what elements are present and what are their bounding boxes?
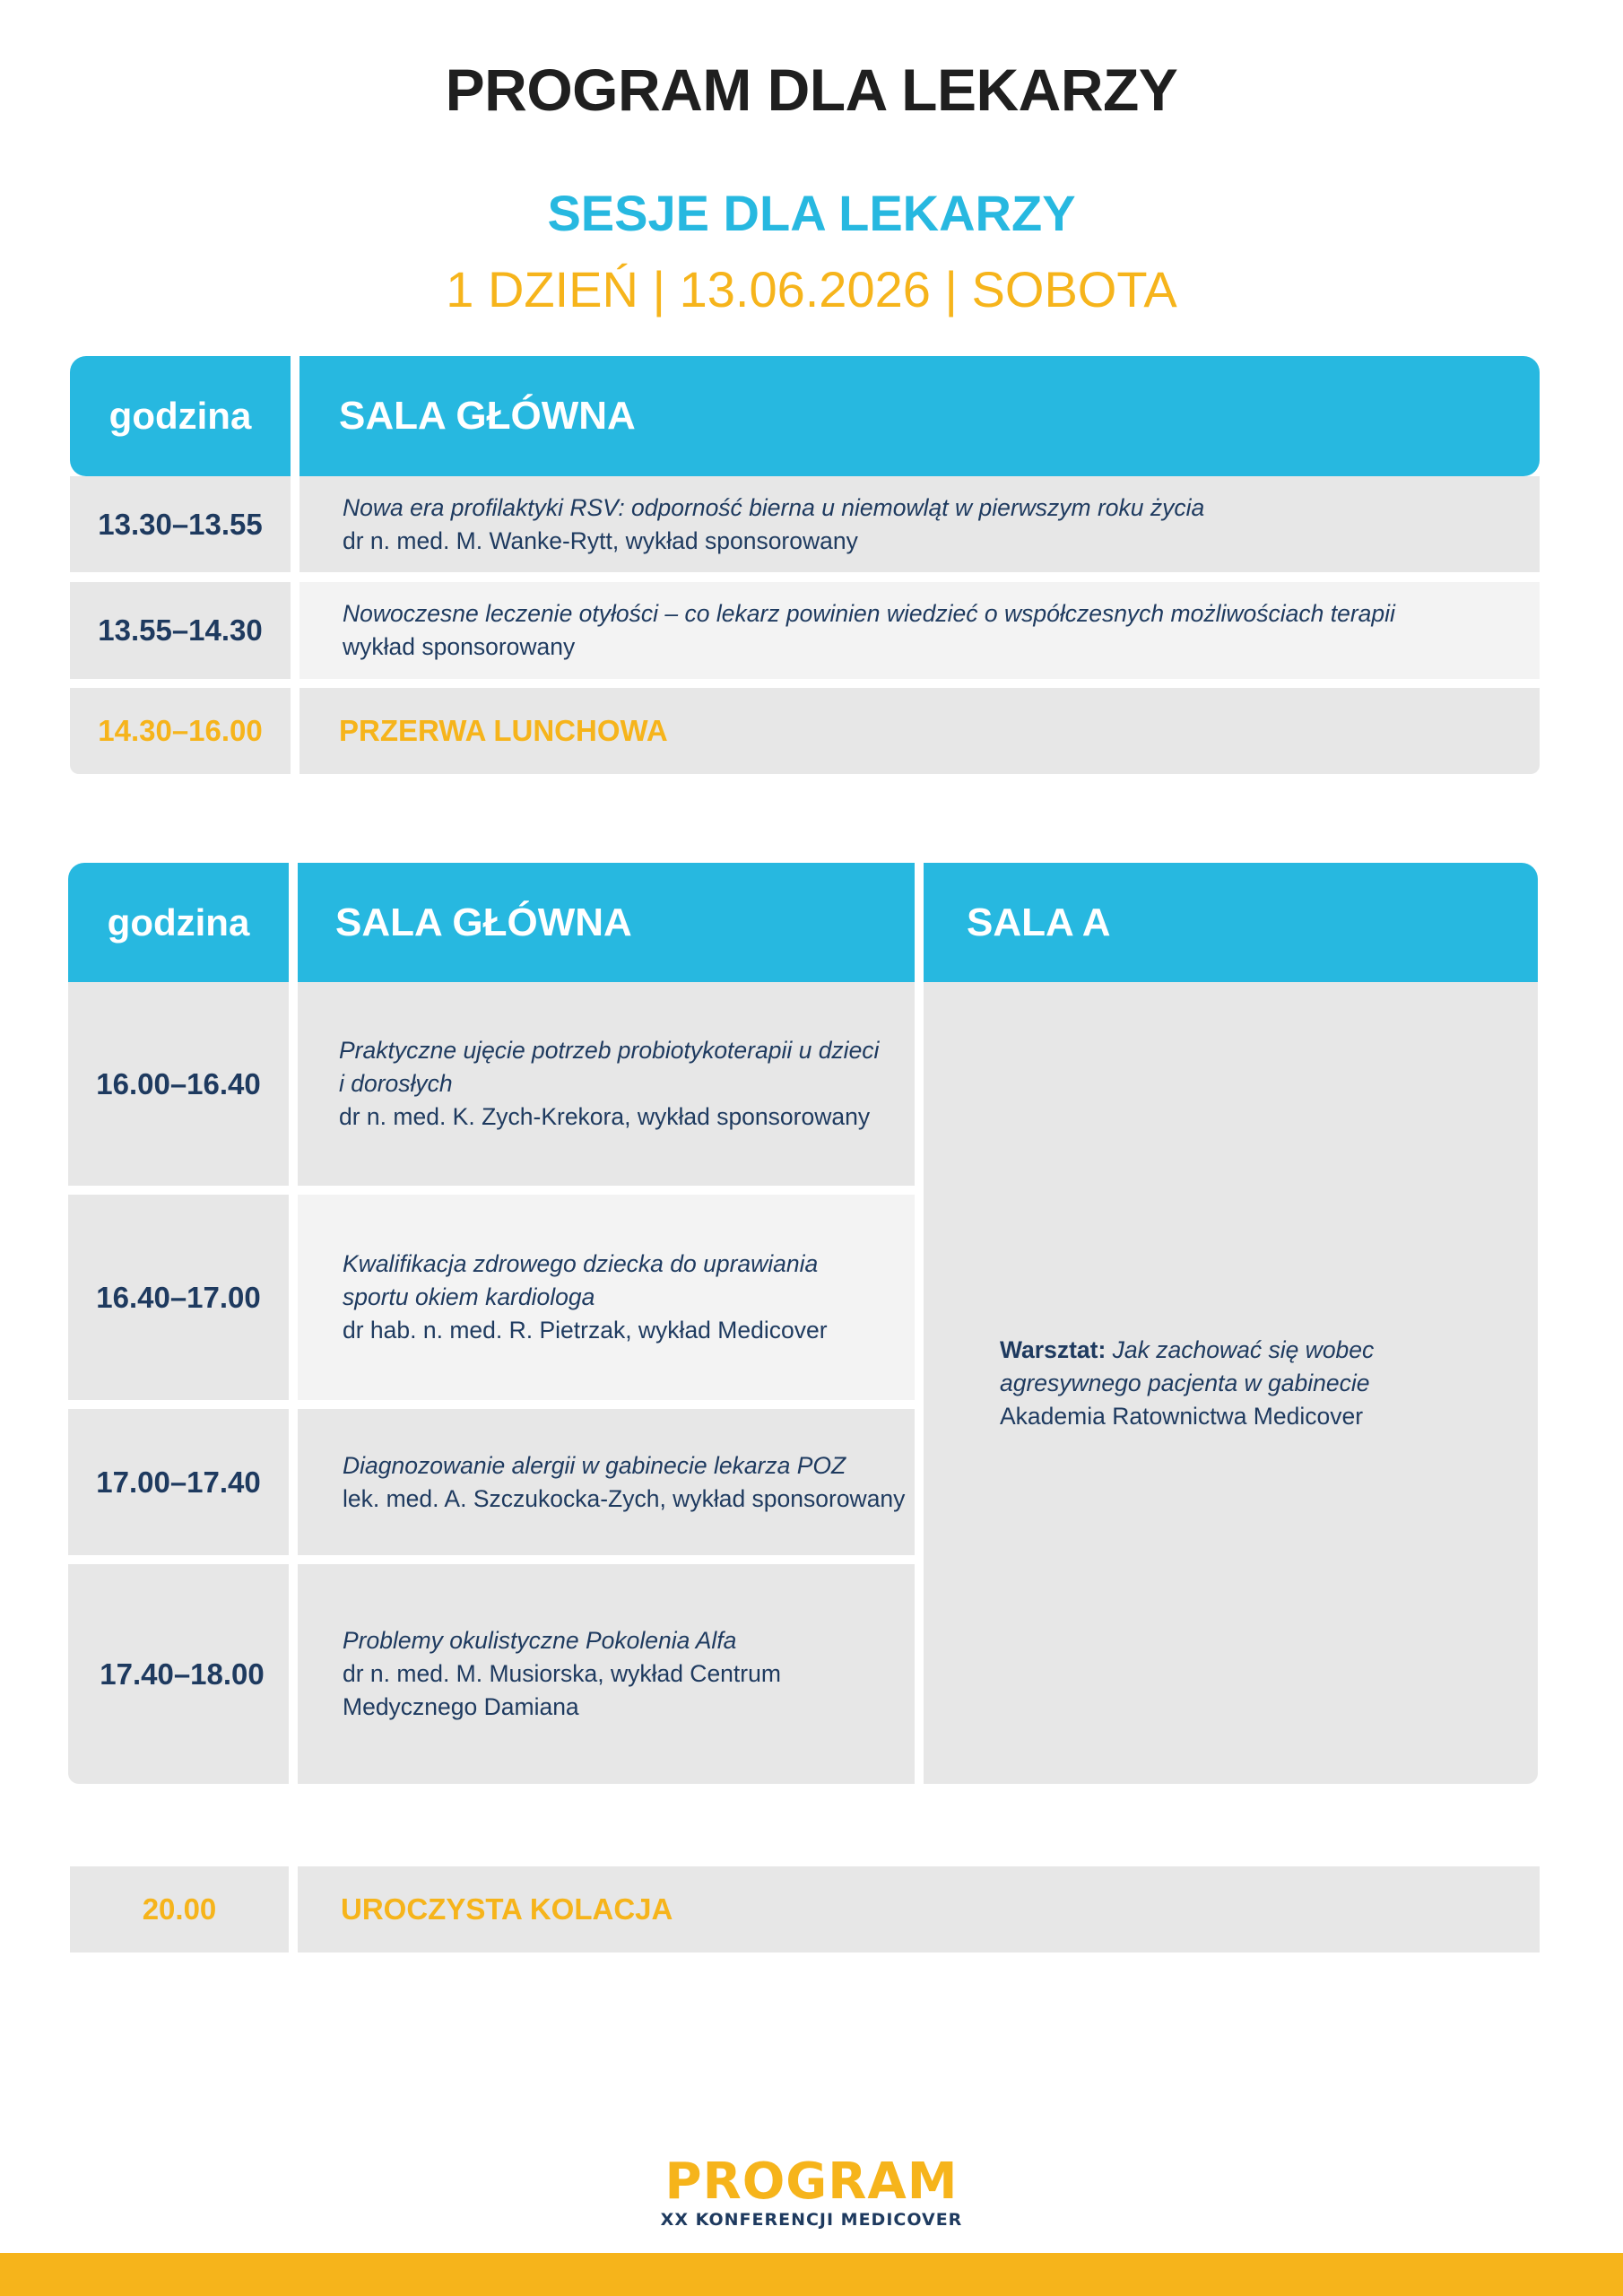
table1-row1-time: 13.30–13.55 [70,476,291,572]
talk-speaker: dr n. med. M. Musiorska, wykład Centrum [343,1660,781,1687]
talk-title-line: Diagnozowanie alergii w gabinecie lekarza POZ [343,1451,846,1479]
table1-row2-desc [299,582,1540,679]
table2-header-time-label: godzina [107,900,250,944]
talk-speaker: wykład sponsorowany [343,633,576,660]
talk-title: Nowoczesne leczenie otyłości – co lekarz powinien wiedzieć o współczesnych możliwościach terapii [343,600,1395,627]
table2-row1-time: 16.00–16.40 [68,982,289,1186]
talk-title-line: Kwalifikacja zdrowego dziecka do uprawiania [343,1250,819,1277]
footer-logo-program: PROGRAM [664,2152,959,2211]
table2-row3-desc [298,1409,915,1555]
table2-row4-desc [298,1564,915,1784]
talk-title-line: Problemy okulistyczne Pokolenia Alfa [343,1627,737,1654]
table2-row1-desc [298,982,915,1186]
table2-header-room-a-label: SALA A [967,900,1111,944]
table2-sala-a-workshop [924,982,1538,1784]
talk-title: Nowa era profilaktyki RSV: odporność bierna u niemowląt w pierwszym roku życia [343,493,1205,521]
table2-header-room-main [298,863,915,982]
table2-row3-time: 17.00–17.40 [68,1409,289,1555]
talk-title-line: sportu okiem kardiologa [343,1283,595,1310]
table1-header-room-label: SALA GŁÓWNA [339,394,636,438]
table2-header-room-a [924,863,1538,982]
table2-header-time [68,863,289,982]
dinner-time: 20.00 [70,1866,289,1952]
table2-row2-time: 16.40–17.00 [68,1195,289,1400]
table1-header-room [299,356,1540,476]
footer-bar [0,2253,1623,2296]
talk-title-line: Praktyczne ujęcie potrzeb probiotykoterapii u dzieci [339,1037,880,1064]
table1-row1-desc [299,476,1540,572]
workshop-title-part2: agresywnego pacjenta w gabinecie [1000,1369,1370,1396]
footer-logo-subtitle: XX KONFERENCJI MEDICOVER [660,2210,963,2230]
section-subtitle: SESJE DLA LEKARZY [547,185,1076,241]
day-date-line: 1 DZIEŃ | 13.06.2026 | SOBOTA [446,261,1177,317]
dinner-event: UROCZYSTA KOLACJA [298,1866,1540,1952]
table1-header-time-label: godzina [108,395,252,437]
table1-row3-time: 14.30–16.00 [70,688,291,774]
table1-row3-event: PRZERWA LUNCHOWA [299,688,1540,774]
page-title: PROGRAM DLA LEKARZY [445,57,1178,123]
talk-speaker: dr n. med. K. Zych-Krekora, wykład sponsorowany [339,1103,871,1130]
table1-header-time [70,356,291,476]
workshop-label: Warsztat: [1000,1335,1107,1363]
table2-row4-time: 17.40–18.00 [68,1564,289,1784]
table2-row2-desc [298,1195,915,1400]
talk-title-line: i dorosłych [339,1070,453,1097]
talk-speaker: lek. med. A. Szczukocka-Zych, wykład sponsorowany [343,1484,906,1512]
workshop-title [1000,1334,1538,1367]
talk-speaker-cont: Medycznego Damiana [343,1693,579,1720]
talk-speaker: dr n. med. M. Wanke-Rytt, wykład sponsorowany [343,526,858,554]
workshop-title-part1: Jak zachować się wobec [1106,1335,1375,1363]
table2-header-room-main-label: SALA GŁÓWNA [335,900,632,944]
talk-speaker: dr hab. n. med. R. Pietrzak, wykład Medicover [343,1317,828,1344]
workshop-organizer: Akademia Ratownictwa Medicover [1000,1402,1364,1430]
table1-row2-time: 13.55–14.30 [70,582,291,679]
